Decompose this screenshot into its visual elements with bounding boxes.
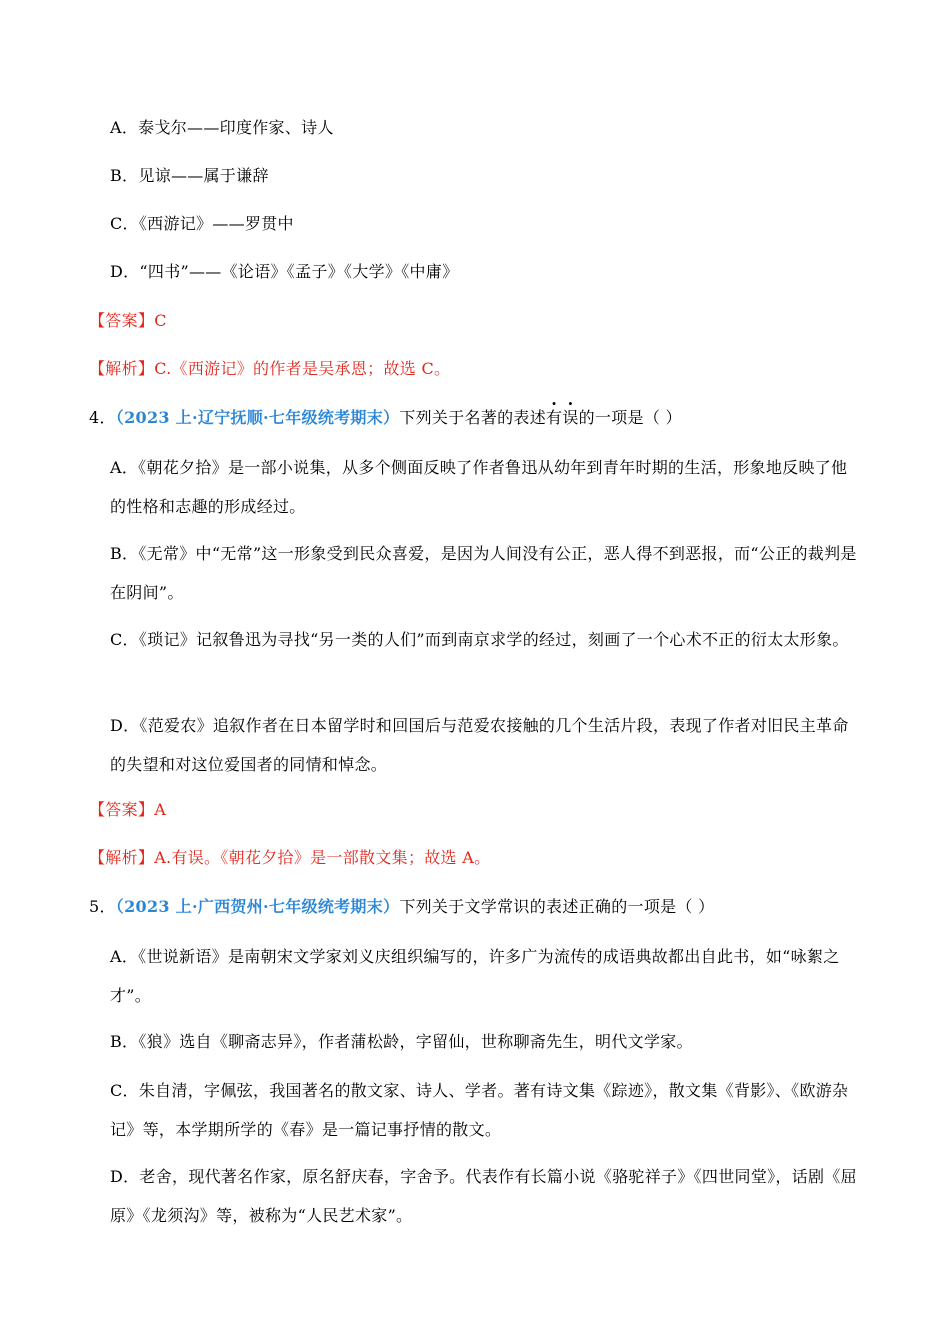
q5-source: （2023 上·广西贺州·七年级统考期末） xyxy=(115,897,400,916)
q3-analysis: 【解析】C.《西游记》的作者是吴承恩；故选 C。 xyxy=(89,359,451,378)
q4-stem-text: 下列关于名著的表述 xyxy=(399,408,547,427)
q5-stem-text: 下列关于文学常识的表述正确的一项是（ ） xyxy=(399,897,715,916)
q4-number: 4． xyxy=(89,408,116,427)
q3-option-b: B．见谅——属于谦辞 xyxy=(110,166,269,185)
q4-analysis: 【解析】A.有误。《朝花夕拾》是一部散文集；故选 A。 xyxy=(89,848,491,867)
q3-answer: 【答案】C xyxy=(89,311,167,330)
q4-option-d: D．《范爱农》追叙作者在日本留学时和回国后与范爱农接触的几个生活片段，表现了作者对旧民主革命的失望和对这位爱国者的同情和悼念。 xyxy=(110,716,849,774)
q4-option-c: C．《琐记》记叙鲁迅为寻找“另一类的人们”而到南京求学的经过，刻画了一个心术不正的衍太太形象。 xyxy=(110,630,849,649)
q5-option-a: A．《世说新语》是南朝宋文学家刘义庆组织编写的，许多广为流传的成语典故都出自此书，如“咏絮之才”。 xyxy=(110,947,840,1005)
q4-emphasis-char-2: 误 xyxy=(562,408,579,427)
q5-option-d: D．老舍，现代著名作家，原名舒庆春，字舍予。代表作有长篇小说《骆驼祥子》《四世同堂》，话剧《屈原》《龙须沟》等，被称为“人民艺术家”。 xyxy=(110,1167,857,1225)
q3-option-c: C．《西游记》——罗贯中 xyxy=(110,214,294,233)
q4-stem xyxy=(89,408,682,428)
q4-option-a: A．《朝花夕拾》是一部小说集，从多个侧面反映了作者鲁迅从幼年到青年时期的生活，形象地反映了他的性格和志趣的形成经过。 xyxy=(110,458,848,516)
q3-option-d: D．“四书”——《论语》《孟子》《大学》《中庸》 xyxy=(110,262,459,281)
q5-number: 5． xyxy=(89,897,116,916)
q4-emphasis-char-1: 有 xyxy=(546,408,563,427)
q4-source: （2023 上·辽宁抚顺·七年级统考期末） xyxy=(115,408,400,427)
q5-stem xyxy=(89,897,714,917)
q3-option-a: A．泰戈尔——印度作家、诗人 xyxy=(110,118,334,137)
q5-option-c: C．朱自清，字佩弦，我国著名的散文家、诗人、学者。著有诗文集《踪迹》，散文集《背影》、《欧游杂记》等，本学期所学的《春》是一篇记事抒情的散文。 xyxy=(110,1081,849,1139)
q4-option-b: B．《无常》中“无常”这一形象受到民众喜爱，是因为人间没有公正，恶人得不到恶报，而“公正的裁判是在阴间”。 xyxy=(110,544,857,602)
q4-answer: 【答案】A xyxy=(89,800,167,819)
q4-stem-tail: 的一项是（ ） xyxy=(578,408,682,427)
q5-option-b: B．《狼》选自《聊斋志异》，作者蒲松龄，字留仙，世称聊斋先生，明代文学家。 xyxy=(110,1032,693,1051)
